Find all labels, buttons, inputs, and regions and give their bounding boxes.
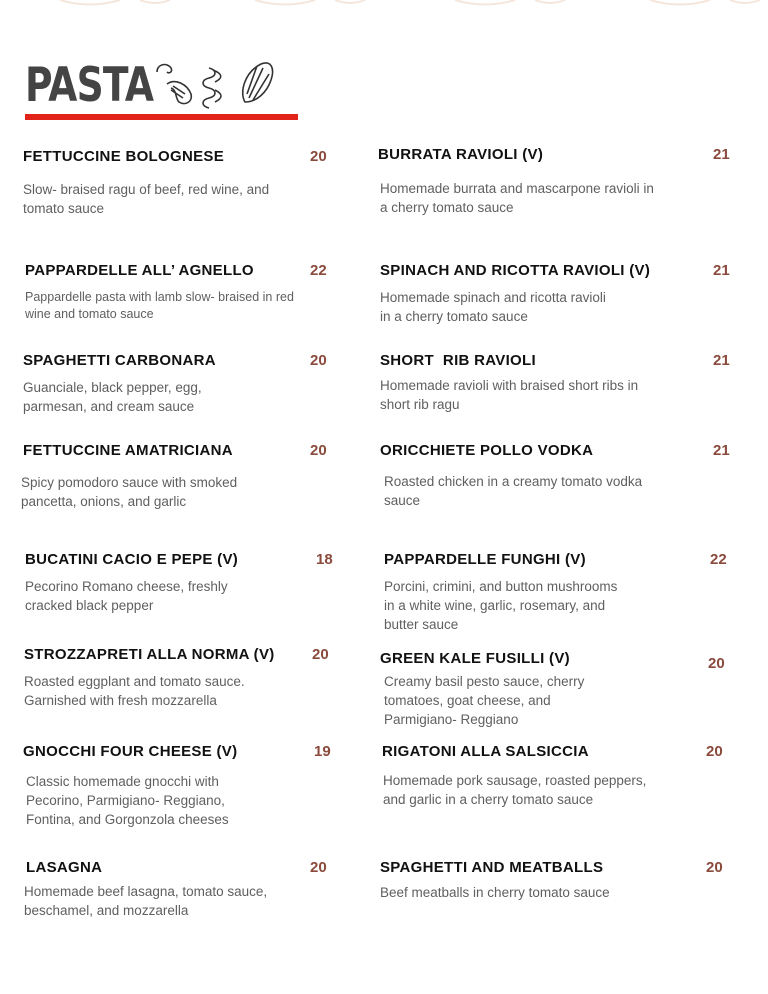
item-name: SPINACH AND RICOTTA RAVIOLI (V) xyxy=(380,262,651,279)
item-price: 22 xyxy=(710,551,727,568)
menu-item-bucatini-cacio-e-pepe xyxy=(25,551,335,615)
menu-item-oricchiete-pollo-vodka xyxy=(380,442,733,512)
item-name: RIGATONI ALLA SALSICCIA xyxy=(382,743,589,760)
item-price: 21 xyxy=(713,352,730,369)
item-price: 20 xyxy=(706,859,723,876)
item-name: BUCATINI CACIO E PEPE (V) xyxy=(25,551,239,568)
item-price: 20 xyxy=(310,148,327,165)
item-price: 20 xyxy=(708,655,725,672)
item-price: 21 xyxy=(713,262,730,279)
menu-item-pappardelle-agnello xyxy=(25,262,335,324)
item-description: Classic homemade gnocchi with Pecorino, Parmigiano- Reggiano, Fontina, and Gorgonzola cheeses xyxy=(26,774,229,827)
item-name: PAPPARDELLE ALL’ AGNELLO xyxy=(25,262,254,279)
item-name: FETTUCCINE BOLOGNESE xyxy=(23,148,225,165)
pasta-fusilli-icon xyxy=(203,68,221,108)
item-price: 20 xyxy=(706,743,723,760)
menu-item-spinach-ricotta-ravioli xyxy=(380,262,733,326)
menu-item-green-kale-fusilli xyxy=(380,650,733,734)
item-name: BURRATA RAVIOLI (V) xyxy=(378,146,544,163)
item-name: GREEN KALE FUSILLI (V) xyxy=(380,650,570,667)
item-description: Homemade ravioli with braised short ribs in short rib ragu xyxy=(380,378,639,412)
item-description: Slow- braised ragu of beef, red wine, and tomato sauce xyxy=(23,182,270,216)
item-description: Guanciale, black pepper, egg, parmesan, and cream sauce xyxy=(23,380,202,414)
item-description: Roasted eggplant and tomato sauce. Garnished with fresh mozzarella xyxy=(24,674,245,708)
title-underline xyxy=(25,114,298,120)
item-name: SPAGHETTI CARBONARA xyxy=(23,352,216,369)
section-title: PASTA xyxy=(25,58,154,113)
pasta-elbow-icon xyxy=(157,65,191,104)
item-description: Roasted chicken in a creamy tomato vodka sauce xyxy=(384,474,643,508)
item-name: PAPPARDELLE FUNGHI (V) xyxy=(384,551,586,568)
item-name: STROZZAPRETI ALLA NORMA (V) xyxy=(24,646,275,663)
item-price: 20 xyxy=(312,646,329,663)
menu-item-burrata-ravioli xyxy=(378,146,733,216)
menu-item-spaghetti-carbonara xyxy=(23,352,333,416)
item-description: Homemade spinach and ricotta ravioli in a cherry tomato sauce xyxy=(380,290,606,324)
item-description: Pecorino Romano cheese, freshly cracked black pepper xyxy=(25,579,228,613)
item-name: SPAGHETTI AND MEATBALLS xyxy=(380,859,604,876)
item-price: 20 xyxy=(310,352,327,369)
item-description: Porcini, crimini, and button mushrooms in a white wine, garlic, rosemary, and butter sauce xyxy=(384,579,618,632)
item-price: 21 xyxy=(713,442,730,459)
item-description: Homemade beef lasagna, tomato sauce, beschamel, and mozzarella xyxy=(24,884,268,918)
menu-item-fettuccine-amatriciana xyxy=(21,442,333,512)
menu-item-gnocchi-four-cheese xyxy=(23,743,335,829)
item-name: LASAGNA xyxy=(26,859,103,876)
item-description: Homemade pork sausage, roasted peppers, and garlic in a cherry tomato sauce xyxy=(383,773,647,807)
item-description: Creamy basil pesto sauce, cherry tomatoes, goat cheese, and Parmigiano- Reggiano xyxy=(384,674,585,727)
item-name: SHORT RIB RAVIOLI xyxy=(380,352,536,369)
item-price: 18 xyxy=(316,551,333,568)
menu-item-lasagna xyxy=(24,859,336,923)
item-description: Pappardelle pasta with lamb slow- braised in red wine and tomato sauce xyxy=(25,290,294,321)
menu-item-fettuccine-bolognese xyxy=(23,148,333,218)
item-description: Homemade burrata and mascarpone ravioli in a cherry tomato sauce xyxy=(380,181,654,215)
item-price: 19 xyxy=(314,743,331,760)
menu-item-strozzapreti-alla-norma xyxy=(24,646,336,710)
menu-item-short-rib-ravioli xyxy=(380,352,733,416)
item-price: 20 xyxy=(310,442,327,459)
top-decoration xyxy=(0,0,768,10)
item-price: 21 xyxy=(713,146,730,163)
pasta-shell-icon xyxy=(243,63,273,102)
section-header xyxy=(25,58,300,122)
menu-item-rigatoni-alla-salsiccia xyxy=(382,743,733,829)
item-name: FETTUCCINE AMATRICIANA xyxy=(23,442,233,459)
item-price: 20 xyxy=(310,859,327,876)
item-price: 22 xyxy=(310,262,327,279)
menu-item-spaghetti-and-meatballs xyxy=(380,859,733,923)
item-name: ORICCHIETE POLLO VODKA xyxy=(380,442,594,459)
item-name: GNOCCHI FOUR CHEESE (V) xyxy=(23,743,238,760)
item-description: Spicy pomodoro sauce with smoked pancetta, onions, and garlic xyxy=(21,475,238,509)
menu-item-pappardelle-funghi xyxy=(384,551,733,635)
item-description: Beef meatballs in cherry tomato sauce xyxy=(380,885,610,900)
pasta-illustrations xyxy=(153,58,283,116)
